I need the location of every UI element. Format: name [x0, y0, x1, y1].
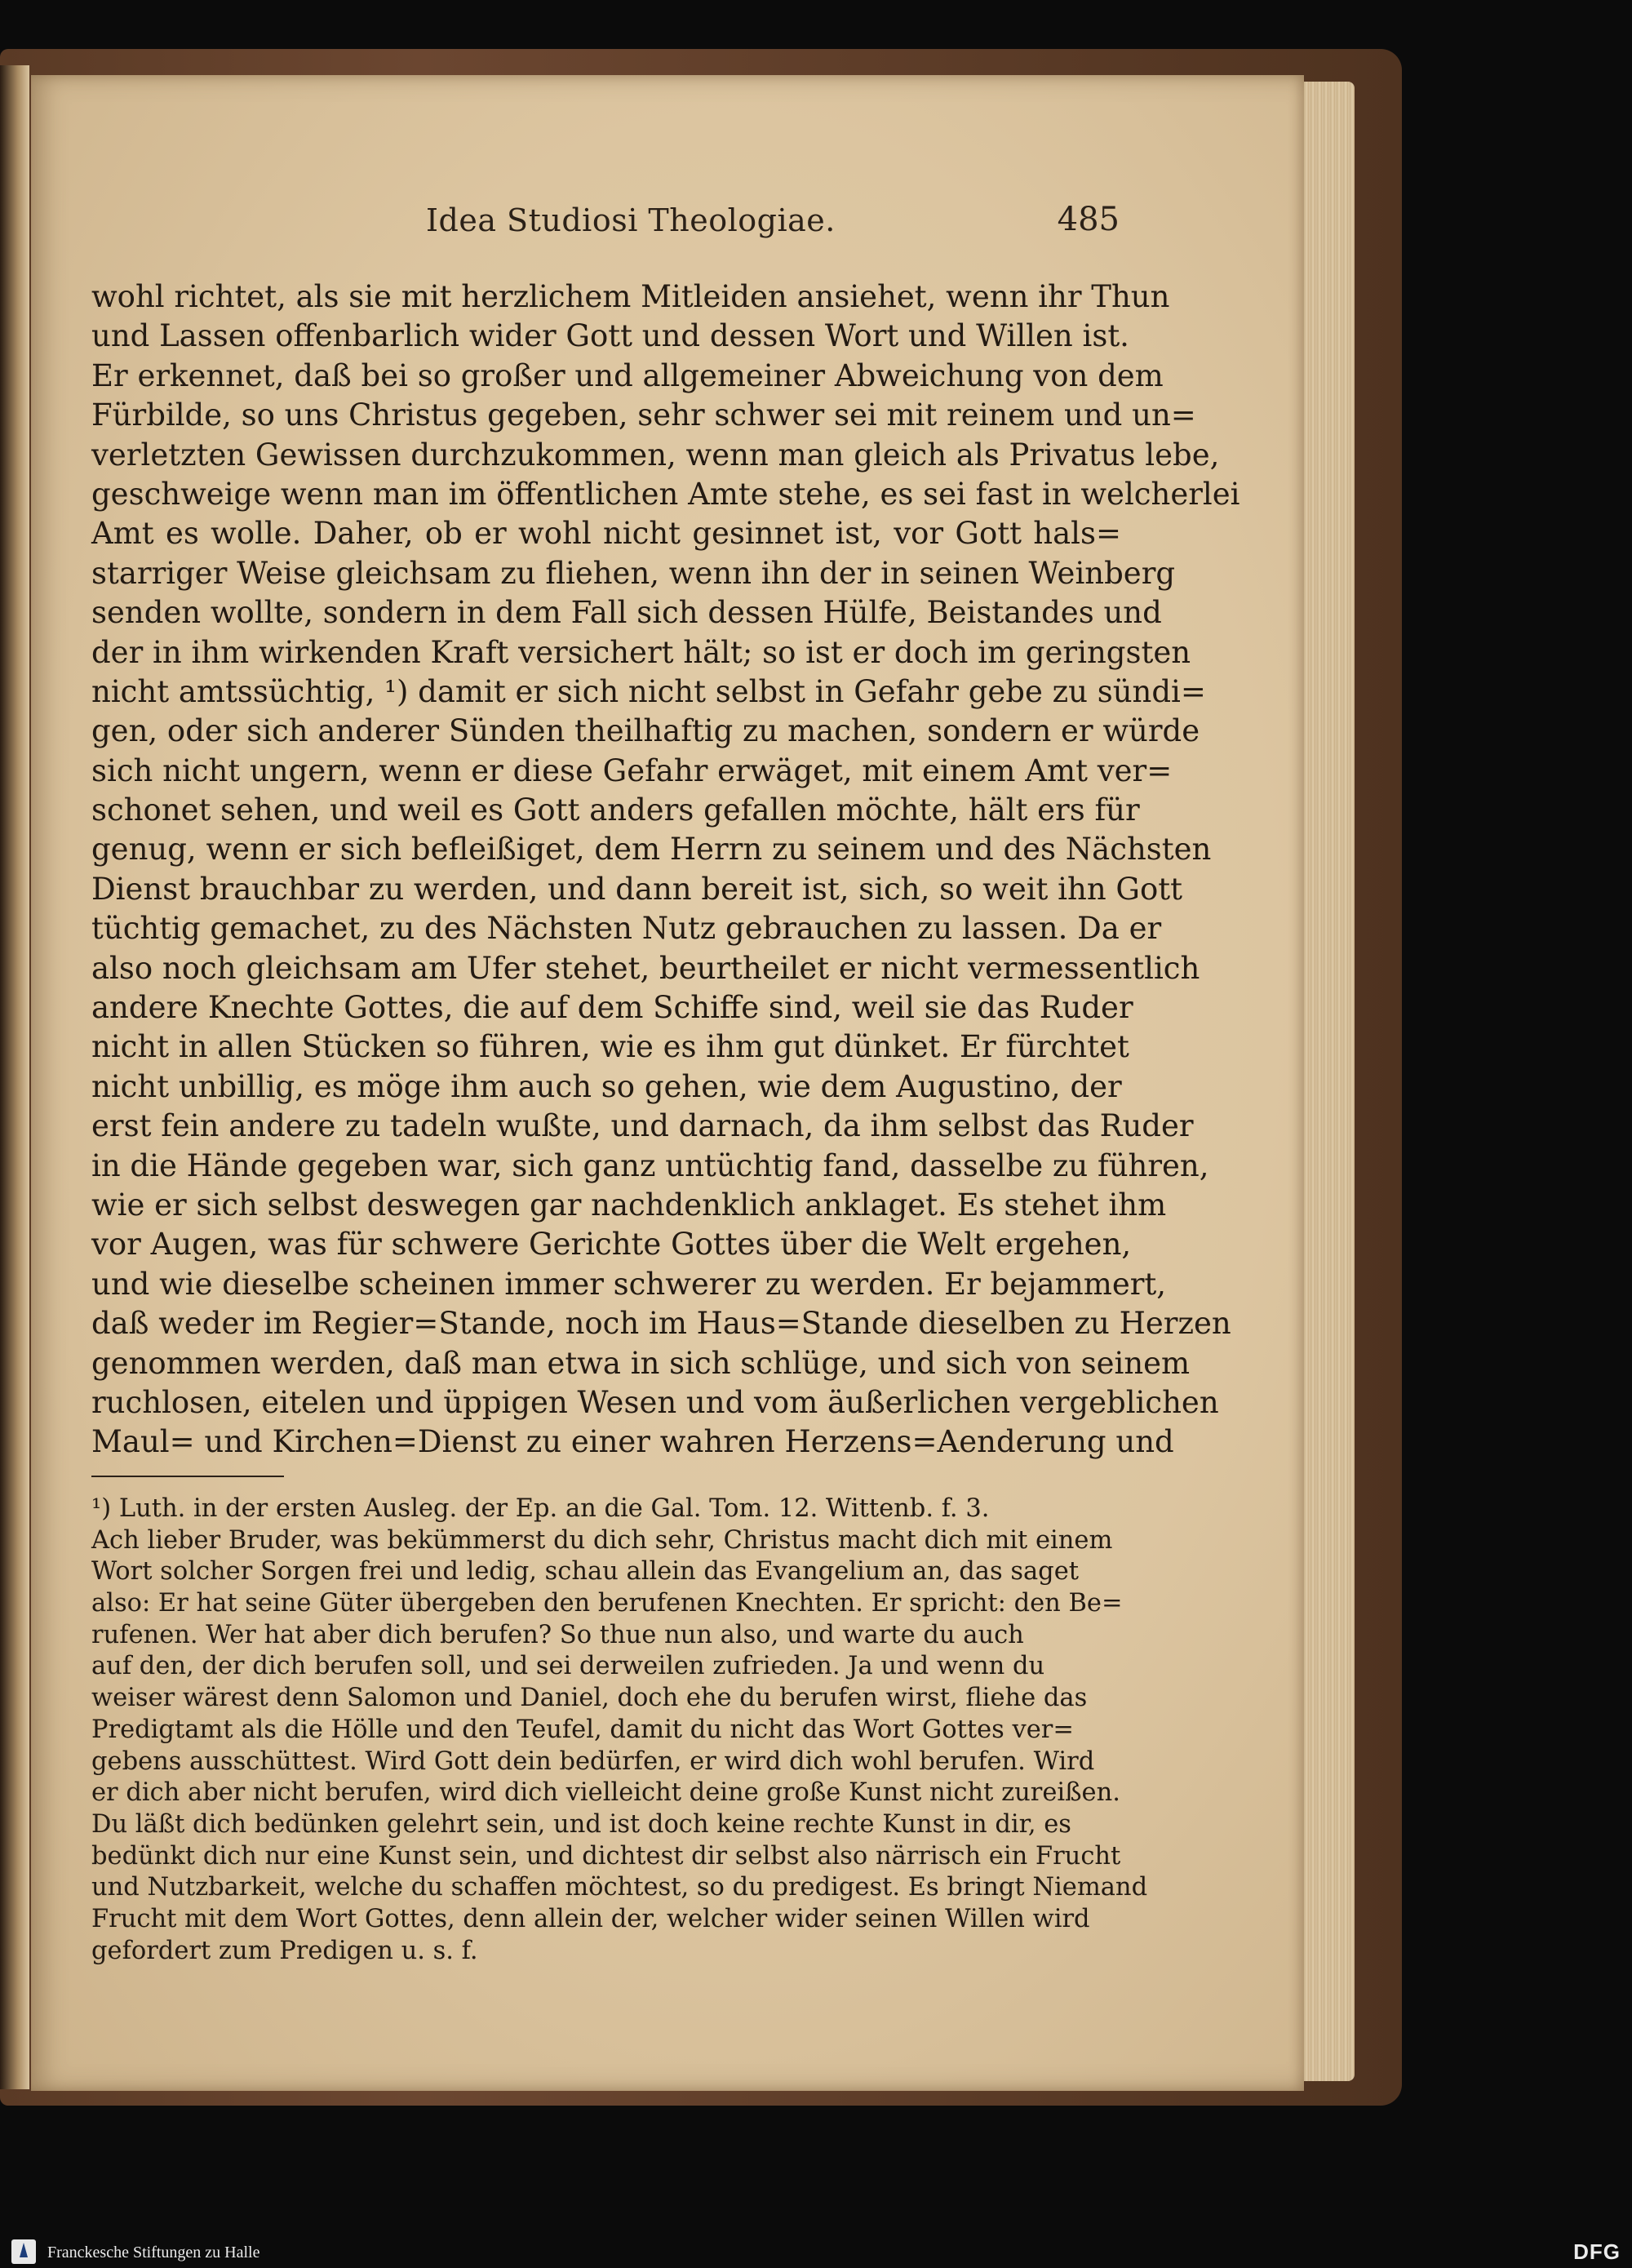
- footnote-line: und Nutzbarkeit, welche du schaffen möchtest, so du predigest. Es bringt Niemand: [91, 1873, 1148, 1902]
- text-line: genommen werden, daß man etwa in sich schlüge, und sich von seinem: [91, 1345, 1191, 1381]
- text-line: nicht unbillig, es möge ihm auch so gehen, wie dem Augustino, der: [91, 1068, 1122, 1104]
- footnote-rule: [91, 1476, 284, 1477]
- franckesche-stiftungen-logo-icon: [11, 2239, 36, 2264]
- text-line: tüchtig gemachet, zu des Nächsten Nutz gebrauchen zu lassen. Da er: [91, 911, 1162, 947]
- text-line: also noch gleichsam am Ufer stehet, beurtheilet er nicht vermessentlich: [91, 950, 1200, 986]
- footnote: [91, 1494, 1148, 1967]
- text-line: schonet sehen, und weil es Gott anders gefallen möchte, hält ers für: [91, 792, 1140, 828]
- text-line: Maul= und Kirchen=Dienst zu einer wahren Herzens=Aenderung und: [91, 1424, 1174, 1460]
- text-line: ruchlosen, eitelen und üppigen Wesen und vom äußerlichen vergeblichen: [91, 1384, 1219, 1420]
- institution-name: Franckesche Stiftungen zu Halle: [47, 2244, 260, 2261]
- facing-page-edge: [0, 65, 29, 2089]
- footnote-line: ¹) Luth. in der ersten Ausleg. der Ep. an die Gal. Tom. 12. Wittenb. f. 3.: [91, 1494, 990, 1523]
- footnote-line: weiser wärest denn Salomon und Daniel, doch ehe du berufen wirst, fliehe das: [91, 1684, 1088, 1713]
- text-line: und wie dieselbe scheinen immer schwerer zu werden. Er bejammert,: [91, 1266, 1167, 1302]
- text-line: erst fein andere zu tadeln wußte, und darnach, da ihm selbst das Ruder: [91, 1108, 1194, 1144]
- text-line: geschweige wenn man im öffentlichen Amte stehe, es sei fast in welcherlei: [91, 476, 1240, 512]
- footnote-line: also: Er hat seine Güter übergeben den berufenen Knechten. Er spricht: den Be=: [91, 1589, 1123, 1618]
- dfg-logo: DFG: [1573, 2239, 1621, 2264]
- text-line: nicht amtssüchtig, ¹) damit er sich nicht selbst in Gefahr gebe zu sündi=: [91, 673, 1206, 709]
- page-number: 485: [1057, 201, 1120, 238]
- footnote-line: gebens ausschüttest. Wird Gott dein bedürfen, er wird dich wohl berufen. Wird: [91, 1746, 1095, 1776]
- text-line: Amt es wolle. Daher, ob er wohl nicht gesinnet ist, vor Gott hals=: [91, 516, 1121, 552]
- text-line: Dienst brauchbar zu werden, und dann bereit ist, sich, so weit ihn Gott: [91, 871, 1183, 907]
- text-line: in die Hände gegeben war, sich ganz untüchtig fand, dasselbe zu führen,: [91, 1147, 1209, 1183]
- text-line: gen, oder sich anderer Sünden theilhaftig zu machen, sondern er würde: [91, 713, 1200, 749]
- text-line: nicht in allen Stücken so führen, wie es ihm gut dünket. Er fürchtet: [91, 1029, 1129, 1065]
- text-line: genug, wenn er sich befleißiget, dem Herrn zu seinem und des Nächsten: [91, 832, 1212, 868]
- footnote-line: er dich aber nicht berufen, wird dich vielleicht deine große Kunst nicht zureißen.: [91, 1778, 1120, 1808]
- text-line: daß weder im Regier=Stande, noch im Haus=Stande dieselben zu Herzen: [91, 1306, 1231, 1342]
- footnote-line: Frucht mit dem Wort Gottes, denn allein der, welcher wider seinen Willen wird: [91, 1904, 1090, 1933]
- footnote-line: auf den, der dich berufen soll, und sei derweilen zufrieden. Ja und wenn du: [91, 1652, 1045, 1681]
- footnote-line: gefordert zum Predigen u. s. f.: [91, 1936, 478, 1965]
- text-line: wie er sich selbst deswegen gar nachdenklich anklaget. Es stehet ihm: [91, 1187, 1167, 1223]
- text-line: vor Augen, was für schwere Gerichte Gottes über die Welt ergehen,: [91, 1227, 1132, 1263]
- text-line: Er erkennet, daß bei so großer und allgemeiner Abweichung von dem: [91, 357, 1164, 393]
- text-line: starriger Weise gleichsam zu fliehen, wenn ihn der in seinen Weinberg: [91, 555, 1176, 591]
- running-title: Idea Studiosi Theologiae.: [426, 202, 836, 238]
- footnote-line: bedünkt dich nur eine Kunst sein, und dichtest dir selbst also närrisch ein Frucht: [91, 1841, 1121, 1871]
- footnote-line: Predigtamt als die Hölle und den Teufel, damit du nicht das Wort Gottes ver=: [91, 1715, 1074, 1744]
- text-line: wohl richtet, als sie mit herzlichem Mitleiden ansiehet, wenn ihr Thun: [91, 279, 1170, 314]
- footnote-line: Ach lieber Bruder, was bekümmerst du dich sehr, Christus macht dich mit einem: [91, 1525, 1113, 1555]
- text-line: und Lassen offenbarlich wider Gott und dessen Wort und Willen ist.: [91, 318, 1129, 354]
- text-line: andere Knechte Gottes, die auf dem Schiffe sind, weil sie das Ruder: [91, 990, 1133, 1026]
- footnote-line: rufenen. Wer hat aber dich berufen? So thue nun also, und warte du auch: [91, 1620, 1024, 1649]
- text-line: verletzten Gewissen durchzukommen, wenn man gleich als Privatus lebe,: [91, 437, 1220, 473]
- footnote-line: Du läßt dich bedünken gelehrt sein, und ist doch keine rechte Kunst in dir, es: [91, 1809, 1071, 1839]
- text-line: sich nicht ungern, wenn er diese Gefahr erwäget, mit einem Amt ver=: [91, 752, 1173, 788]
- text-line: senden wollte, sondern in dem Fall sich dessen Hülfe, Beistandes und: [91, 595, 1162, 631]
- main-text: [91, 277, 1240, 1460]
- page-header: [91, 202, 1120, 251]
- text-line: der in ihm wirkenden Kraft versichert hält; so ist er doch im geringsten: [91, 634, 1191, 670]
- footnote-line: Wort solcher Sorgen frei und ledig, schau allein das Evangelium an, das saget: [91, 1557, 1080, 1587]
- text-line: Fürbilde, so uns Christus gegeben, sehr schwer sei mit reinem und un=: [91, 397, 1196, 433]
